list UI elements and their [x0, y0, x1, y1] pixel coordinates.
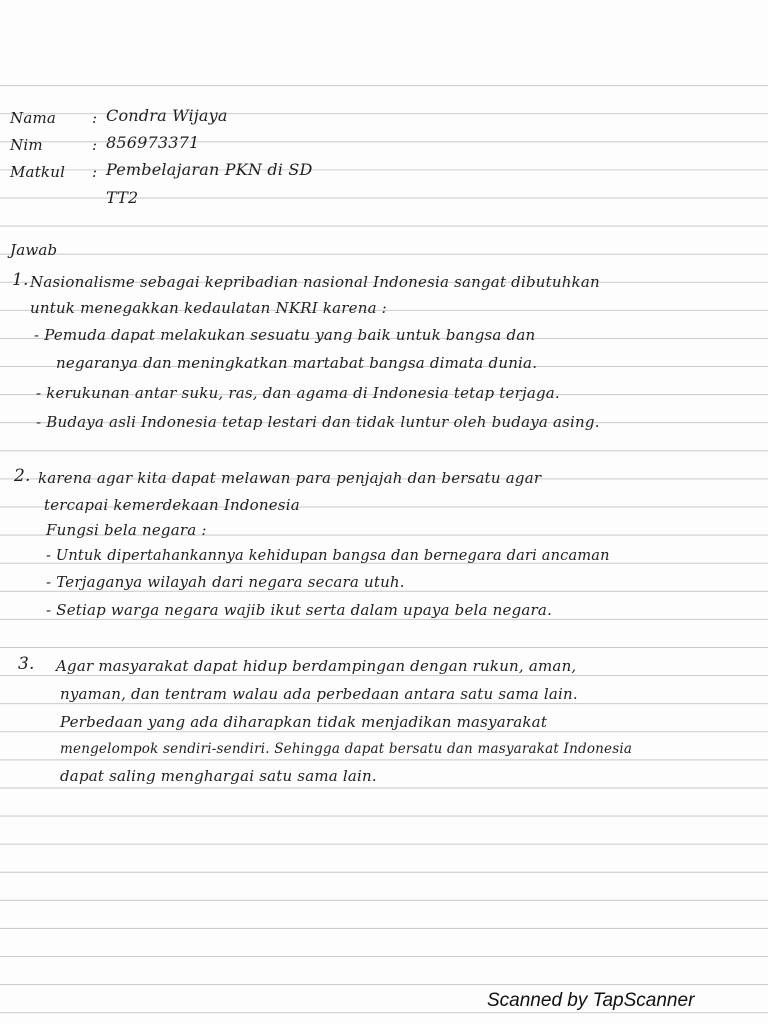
answer-1-line: - Pemuda dapat melakukan sesuatu yang baik untuk bangsa dan: [34, 326, 536, 344]
name-label: Nama: [10, 109, 57, 127]
scanner-watermark: Scanned by TapScanner: [487, 990, 695, 1011]
answer-3-number: 3.: [18, 654, 35, 674]
answer-3-line: mengelompok sendiri-sendiri. Sehingga dapat bersatu dan masyarakat Indonesia: [60, 741, 633, 757]
answer-1-line: Nasionalisme sebagai kepribadian nasional Indonesia sangat dibutuhkan: [30, 273, 600, 291]
answer-1-line: - kerukunan antar suku, ras, dan agama di Indonesia tetap terjaga.: [36, 384, 560, 402]
answer-1-line: untuk menegakkan kedaulatan NKRI karena :: [30, 299, 387, 317]
nim-label: Nim: [10, 136, 43, 154]
name-colon: :: [92, 109, 98, 127]
nim-value: 856973371: [106, 133, 200, 152]
answer-1-line: negaranya dan meningkatkan martabat bangsa dimata dunia.: [56, 354, 538, 372]
answer-2-line: - Setiap warga negara wajib ikut serta dalam upaya bela negara.: [46, 601, 553, 619]
answer-2-line: tercapai kemerdekaan Indonesia: [44, 496, 300, 514]
answer-2-line: karena agar kita dapat melawan para penjajah dan bersatu agar: [38, 469, 542, 487]
answer-2-line: - Terjaganya wilayah dari negara secara utuh.: [46, 573, 405, 591]
answer-3-line: nyaman, dan tentram walau ada perbedaan antara satu sama lain.: [60, 685, 578, 703]
answer-3-line: Perbedaan yang ada diharapkan tidak menjadikan masyarakat: [60, 713, 548, 731]
answer-1-number: 1.: [12, 270, 29, 290]
matkul-colon: :: [92, 163, 98, 181]
answer-title: Jawab: [10, 241, 58, 259]
name-value: Condra Wijaya: [106, 106, 228, 125]
answer-2-line: - Untuk dipertahankannya kehidupan bangsa dan bernegara dari ancaman: [46, 548, 610, 564]
nim-colon: :: [92, 136, 98, 154]
answer-3-line: Agar masyarakat dapat hidup berdampingan dengan rukun, aman,: [56, 657, 577, 675]
answer-2-line: Fungsi bela negara :: [46, 521, 207, 539]
assignment-code: TT2: [106, 188, 139, 207]
answer-2-number: 2.: [14, 466, 31, 486]
answer-3-line: dapat saling menghargai satu sama lain.: [60, 767, 377, 785]
matkul-label: Matkul: [10, 163, 66, 181]
matkul-value: Pembelajaran PKN di SD: [106, 160, 313, 179]
answer-1-line: - Budaya asli Indonesia tetap lestari dan tidak luntur oleh budaya asing.: [36, 413, 600, 431]
